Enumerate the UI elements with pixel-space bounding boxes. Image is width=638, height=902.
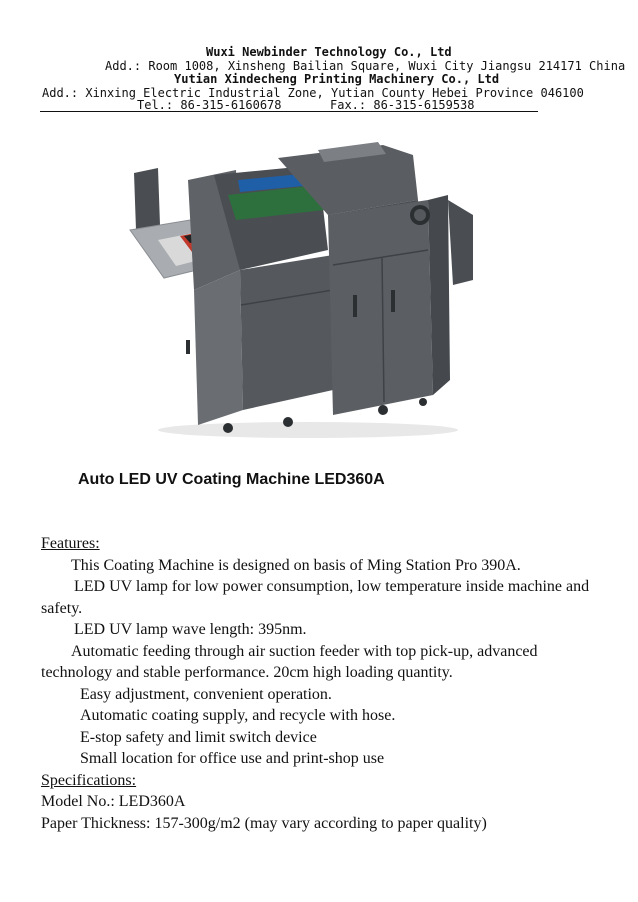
spec-model: Model No.: LED360A [41, 793, 186, 810]
uv-coating-machine-photo-icon [128, 140, 478, 445]
cabinet-right-front [328, 200, 433, 415]
feature-item: This Coating Machine is designed on basis of Ming Station Pro 390A. [71, 556, 521, 574]
company-address-primary: Add.: Room 1008, Xinsheng Bailian Square, Wuxi City Jiangsu 214171 China [105, 59, 626, 73]
spec-paper-thickness: Paper Thickness: 157-300g/m2 (may vary according to paper quality) [41, 814, 487, 832]
document-body [41, 533, 601, 834]
feature-item: Small location for office use and print-shop use [80, 750, 385, 767]
caster-wheel [378, 405, 388, 415]
features-heading: Features: [41, 535, 100, 552]
cabinet-left-front [240, 255, 333, 410]
header-divider [40, 111, 538, 112]
caster-wheel [223, 423, 233, 433]
exit-tray [448, 200, 473, 285]
fax: Fax.: 86-315-6159538 [330, 98, 475, 112]
feeder-back-plate [134, 168, 160, 230]
product-title: Auto LED UV Coating Machine LED360A [78, 471, 385, 488]
floor-shadow [158, 422, 458, 438]
feature-item: LED UV lamp wave length: 395nm. [74, 621, 307, 638]
telephone: Tel.: 86-315-6160678 [137, 98, 282, 112]
caster-wheel [283, 417, 293, 427]
company-name-primary: Wuxi Newbinder Technology Co., Ltd [206, 45, 452, 59]
caster-wheel [419, 398, 427, 406]
company-address-secondary: Add.: Xinxing Electric Industrial Zone, Yutian County Hebei Province 046100 [42, 86, 584, 100]
feature-item: E-stop safety and limit switch device [80, 728, 317, 746]
feature-item: Easy adjustment, convenient operation. [80, 685, 332, 703]
feature-item: Automatic feeding through air suction feeder with top pick-up, advanced technology and stable performance. 20cm high loading quantity. [41, 642, 538, 681]
feature-item: LED UV lamp for low power consumption, low temperature inside machine and safety. [41, 578, 590, 617]
feature-item: Automatic coating supply, and recycle with hose. [80, 707, 396, 724]
product-photo [128, 140, 478, 445]
cabinet-left-side [194, 270, 243, 425]
company-name-secondary: Yutian Xindecheng Printing Machinery Co., Ltd [174, 72, 500, 86]
specifications-heading: Specifications: [41, 771, 137, 789]
